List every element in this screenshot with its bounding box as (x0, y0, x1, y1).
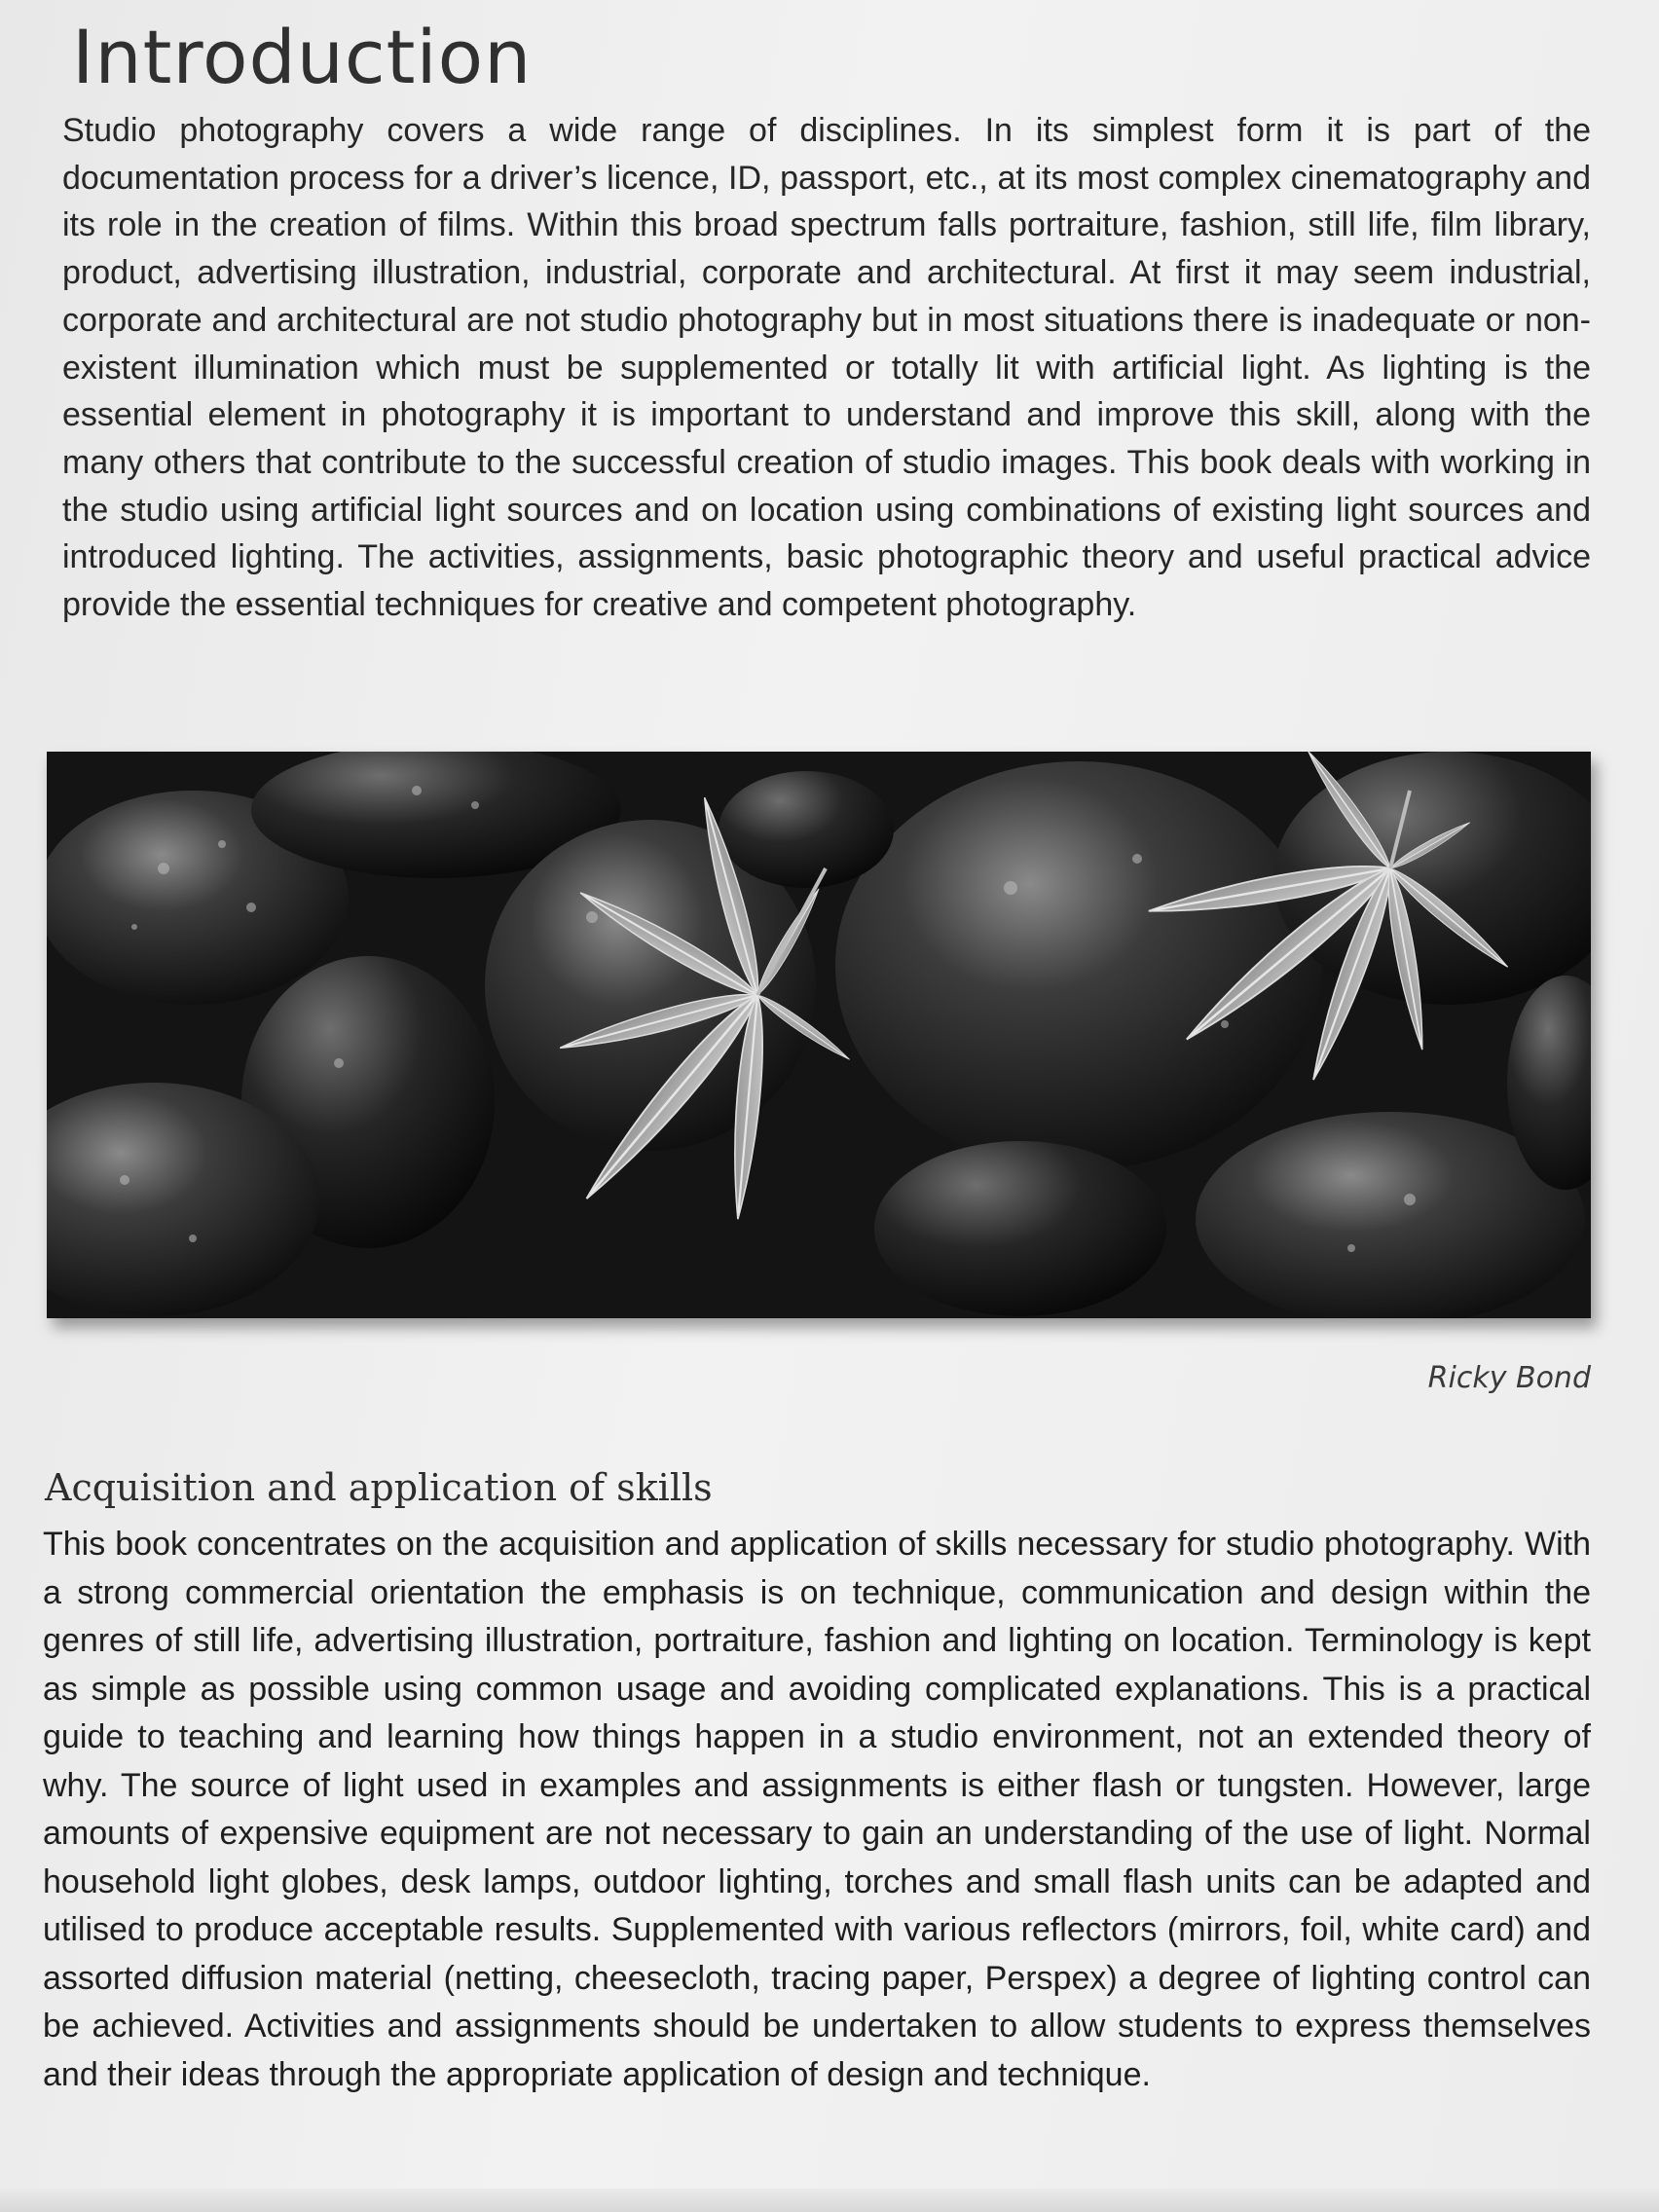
section-paragraph: This book concentrates on the acquisition and application of skills necessary for studio photography. With a strong commercial orientation the emphasis is on technique, communication and design within the genres of still life, advertising illustration, portraiture, fashion and lighting on location. Terminology is kept as simple as possible using common usage and avoiding complicated explanations. This is a practical guide to teaching and learning how things happen in a studio environment, not an extended theory of why. The source of light used in examples and assignments is either flash or tungsten. However, large amounts of expensive equipment are not necessary to gain an understanding of the use of light. Normal household light globes, desk lamps, outdoor lighting, torches and small flash units can be adapted and utilised to produce acceptable results. Supplemented with various reflectors (mirrors, foil, white card) and assorted diffusion material (netting, cheesecloth, tracing paper, Perspex) a degree of lighting control can be achieved. Activities and assignments should be undertaken to allow students to express themselves and their ideas through the appropriate application of design and technique. (43, 1526, 1591, 2093)
page-bottom-edge (0, 2189, 1659, 2212)
intro-paragraph: Studio photography covers a wide range of disciplines. In its simplest form it is part of the documentation process for a driver’s licence, ID, passport, etc., at its most complex cinematography and its role in the creation of films. Within this broad spectrum falls portraiture, fashion, still life, film library, product, advertising illustration, industrial, corporate and architectural. At first it may seem industrial, corporate and architectural are not studio photography but in most situations there is inadequate or non-existent illumination which must be supplemented or totally lit with artificial light. As lighting is the essential element in photography it is important to understand and improve this skill, along with the many others that contribute to the successful creation of studio images. This book deals with working in the studio using artificial light sources and on location using combinations of existing light sources and introduced lighting. The activities, assignments, basic photographic theory and useful practical advice provide the essential techniques for creative and competent photography. (62, 112, 1591, 624)
page-title: Introduction (72, 14, 533, 100)
photo-illustration (47, 752, 1591, 1318)
still-life-photo (47, 752, 1591, 1318)
photo-credit: Ricky Bond (1427, 1361, 1591, 1395)
section-heading: Acquisition and application of skills (45, 1466, 713, 1509)
